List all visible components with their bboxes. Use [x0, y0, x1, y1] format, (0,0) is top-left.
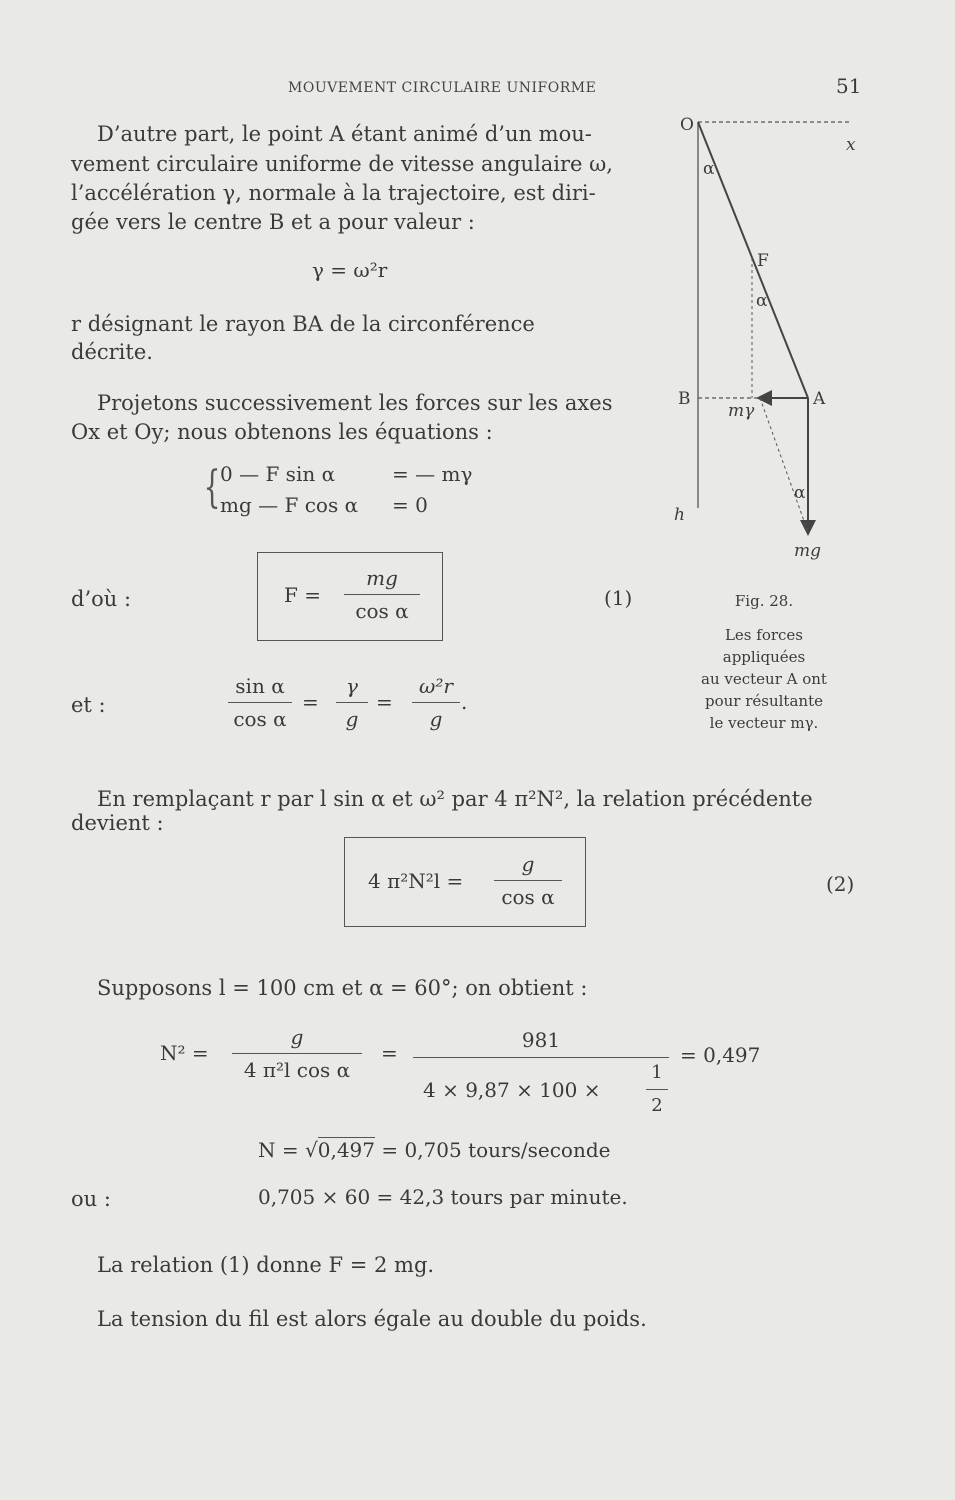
figure-caption-title: Fig. 28. [734, 592, 794, 610]
paragraph-3-line-1: Projetons successivement les forces sur les axes [97, 391, 613, 415]
label-alpha-bottom: α [794, 483, 806, 503]
equation-4-rhs: = 0,705 tours/seconde [375, 1138, 611, 1162]
paragraph-6: La relation (1) donne F = 2 mg. [97, 1253, 435, 1277]
equation-3-fraction-1 [232, 1024, 362, 1083]
figure-28-diagram [660, 100, 870, 570]
equation-2-tag: (2) [826, 872, 855, 896]
running-header: MOUVEMENT CIRCULAIRE UNIFORME [288, 80, 597, 96]
label-F: F [757, 251, 769, 271]
equation-4-radicand: 0,497 [317, 1138, 375, 1162]
label-alpha-middle: α [756, 291, 768, 311]
fraction-bar [646, 1089, 668, 1090]
system-line-2-left: mg — F cos α [220, 493, 359, 517]
equation-1-numerator: mg [366, 566, 398, 590]
label-B: B [678, 389, 691, 409]
equation-1-denominator: cos α [355, 599, 409, 623]
equation-et-fraction-2-num: γ [346, 674, 358, 698]
paragraph-1-line-4: gée vers le centre B et a pour valeur : [71, 210, 475, 234]
equation-3-fraction-2-num: 981 [521, 1028, 561, 1052]
equation-5-prefix: ou : [71, 1187, 111, 1211]
equation-et-equals-b: = [376, 690, 393, 714]
page-number: 51 [836, 74, 862, 98]
equation-et-fraction-3-den: g [429, 707, 443, 731]
paragraph-2-line-2: décrite. [71, 340, 153, 364]
paragraph-1-line-1: D’autre part, le point A étant animé d’un mou- [97, 122, 592, 146]
paragraph-5: Supposons l = 100 cm et α = 60°; on obtient : [97, 976, 588, 1000]
label-alpha-top: α [703, 159, 715, 179]
paragraph-3-line-2: Ox et Oy; nous obtenons les équations : [71, 420, 493, 444]
equation-et-prefix: et : [71, 693, 106, 717]
sqrt-sign: √ [304, 1138, 318, 1162]
equation-et-fraction-2 [336, 673, 368, 732]
fraction-bar [228, 702, 292, 703]
system-line-1-right: = — mγ [392, 462, 473, 486]
system-brace: { [203, 462, 221, 513]
equation-et-fraction-1-num: sin α [235, 674, 285, 698]
equation-2-denominator: cos α [501, 885, 555, 909]
label-A: A [813, 389, 826, 409]
paragraph-1-line-3: l’accélération γ, normale à la trajectoire, est diri- [71, 181, 596, 205]
equation-et-end: . [461, 690, 468, 714]
equation-3-equals: = [381, 1041, 398, 1065]
paragraph-4-line-2: devient : [71, 811, 164, 835]
paragraph-2-line-1: r désignant le rayon BA de la circonférence [71, 312, 535, 336]
equation-et-fraction-3-num: ω²r [419, 674, 453, 698]
equation-1-fraction [344, 565, 420, 624]
fraction-bar [336, 702, 368, 703]
label-mg: mg [794, 541, 822, 561]
equation-et-fraction-1 [228, 673, 292, 732]
equation-et-fraction-1-den: cos α [233, 707, 287, 731]
equation-3-fraction-1-num: g [290, 1025, 304, 1049]
equation-et-equals-a: = [302, 690, 319, 714]
figure-caption-line-1: Les forces [724, 626, 804, 644]
paragraph-1-line-2: vement circulaire uniforme de vitesse angulaire ω, [71, 152, 613, 176]
paragraph-4-line-1: En remplaçant r par l sin α et ω² par 4 π²N², la relation précédente [97, 787, 813, 811]
equation-4-lhs: N = [258, 1138, 305, 1162]
figure-caption-line-3: au vecteur A ont [701, 670, 827, 688]
equation-3-lhs: N² = [160, 1041, 209, 1065]
equation-2-lhs: 4 π²N²l = [368, 869, 464, 893]
resultant-dashed-line [760, 398, 808, 532]
equation-2-numerator: g [521, 852, 535, 876]
equation-4 [258, 1138, 610, 1162]
equation-3-half-num: 1 [651, 1062, 663, 1083]
equation-1-prefix: d’où : [71, 587, 132, 611]
equation-et-fraction-2-den: g [345, 707, 359, 731]
fraction-bar [232, 1053, 362, 1054]
equation-3-fraction-2-den: 4 × 9,87 × 100 × [423, 1078, 601, 1102]
label-m-gamma: mγ [728, 401, 755, 421]
figure-caption-line-4: pour résultante [705, 692, 823, 710]
system-line-1-left: 0 — F sin α [220, 462, 336, 486]
equation-3-half-fraction [646, 1060, 668, 1119]
equation-3-half-den: 2 [651, 1095, 663, 1116]
system-line-2-right: = 0 [392, 493, 428, 517]
fraction-bar [413, 1057, 669, 1058]
equation-1-tag: (1) [604, 586, 633, 610]
equation-gamma: γ = ω²r [312, 258, 388, 282]
equation-5: 0,705 × 60 = 42,3 tours par minute. [258, 1185, 628, 1209]
label-O: O [680, 115, 694, 135]
equation-3-result: = 0,497 [680, 1043, 761, 1067]
equation-3-fraction-1-den: 4 π²l cos α [243, 1058, 351, 1082]
fraction-bar [494, 880, 562, 881]
equation-1-lhs: F = [284, 583, 321, 607]
equation-et-fraction-3 [412, 673, 460, 732]
figure-caption-line-5: le vecteur mγ. [709, 714, 819, 732]
equation-2-fraction [494, 851, 562, 910]
figure-caption-line-2: appliquées [722, 648, 806, 666]
fraction-bar [412, 702, 460, 703]
label-h: h [674, 505, 685, 525]
thread-line [698, 122, 808, 398]
fraction-bar [344, 594, 420, 595]
label-x: x [846, 135, 856, 155]
paragraph-7: La tension du fil est alors égale au double du poids. [97, 1307, 647, 1331]
